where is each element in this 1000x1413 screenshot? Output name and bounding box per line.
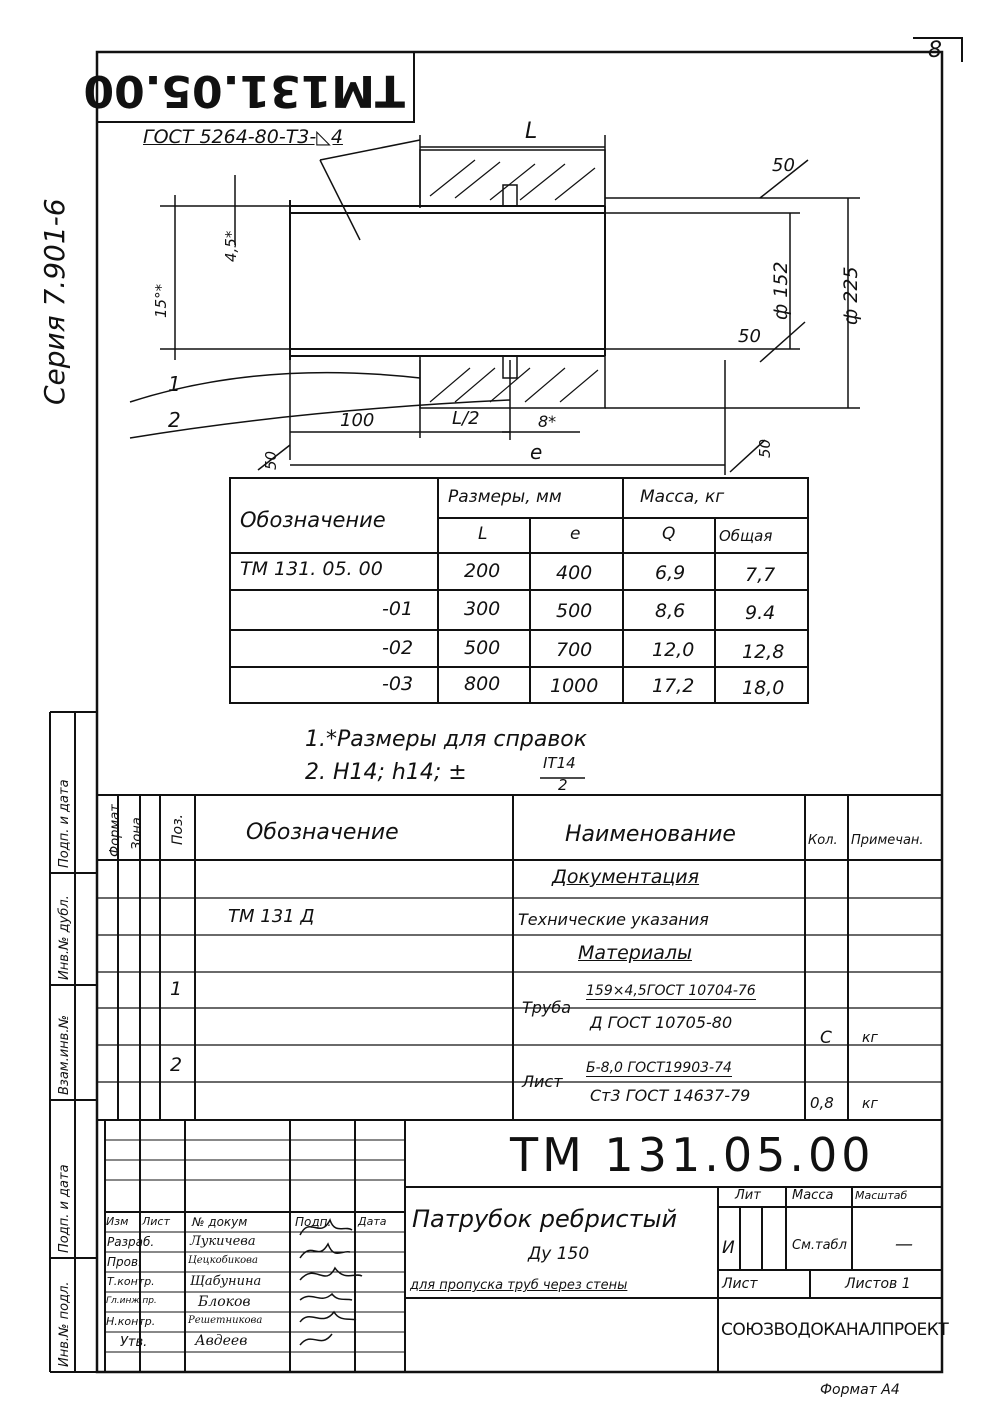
spec-col-name: Наименование	[565, 822, 736, 847]
title-person-name: Щабунина	[190, 1274, 262, 1289]
title-part-name: Патрубок ребристый	[412, 1205, 678, 1233]
paper-format: Формат А4	[820, 1382, 900, 1398]
table-row-code: ТМ 131. 05. 00	[240, 558, 383, 580]
spec-item2-qty: 0,8	[810, 1094, 834, 1112]
table-row-Q: 17,2	[652, 675, 695, 697]
size-table-header-mass: Масса, кг	[640, 487, 725, 507]
weld-callout: ГОСТ 5264-80-Т3-◺4	[143, 126, 343, 148]
dim-50-right: 50	[756, 438, 774, 458]
dimension-lines	[130, 135, 860, 475]
title-header-list: Лист	[142, 1215, 170, 1228]
table-row-total: 9.4	[745, 602, 776, 624]
series-label: Серия 7.901-6	[38, 198, 71, 405]
table-row-Q: 6,9	[655, 562, 686, 584]
spec-item2-prefix: Лист	[522, 1072, 563, 1091]
title-scale-value: —	[895, 1234, 913, 1255]
table-row-code: -01	[382, 598, 414, 620]
table-row-L: 300	[464, 598, 501, 620]
pipe-drawing	[290, 150, 605, 408]
title-person-name: Авдеев	[195, 1333, 248, 1349]
spec-section-materials: Материалы	[578, 942, 692, 964]
size-table-header-total: Общая	[719, 527, 773, 545]
spec-col-format: Формат	[108, 804, 123, 857]
table-row-Q: 12,0	[652, 639, 695, 661]
title-lit-value: И	[722, 1238, 735, 1258]
title-person-role: Гл.инж.пр.	[106, 1296, 157, 1306]
title-header-scale: Масштаб	[855, 1189, 908, 1202]
dim-phi225: ф 225	[840, 266, 862, 325]
title-header-izm: Изм	[106, 1215, 129, 1228]
spec-item2-line1: Б-8,0 ГОСТ19903-74	[586, 1060, 732, 1076]
title-header-sign: Подп.	[295, 1215, 332, 1229]
size-table-header-Q: Q	[662, 524, 676, 544]
title-person-role: Утв.	[120, 1335, 148, 1350]
dim-100: 100	[340, 410, 375, 431]
pos-2-callout: 2	[168, 408, 181, 432]
title-person-name: Блоков	[198, 1294, 251, 1310]
spec-item2-line2: Ст3 ГОСТ 14637-79	[590, 1086, 751, 1105]
size-table-header-designation: Обозначение	[240, 508, 386, 532]
note-1: 1.*Размеры для справок	[305, 727, 588, 752]
note-2-denominator: 2	[558, 776, 568, 794]
table-row-e: 700	[556, 639, 593, 661]
table-row-L: 800	[464, 673, 501, 695]
title-person-role: Т.контр.	[107, 1275, 155, 1288]
spec-col-qty: Кол.	[808, 833, 838, 848]
title-part-dn: Ду 150	[528, 1244, 590, 1264]
table-row-e: 1000	[550, 675, 599, 697]
pos-1-callout: 1	[168, 372, 181, 396]
title-header-ndoc: № докум	[192, 1215, 248, 1229]
side-label-vzam-inv: Взам.инв.№	[57, 1015, 72, 1095]
table-row-e: 400	[556, 562, 593, 584]
title-block-designation: ТМ 131.05.00	[510, 1128, 875, 1182]
title-person-name: Решетникова	[188, 1315, 263, 1326]
title-header-mass: Масса	[792, 1188, 834, 1203]
dim-phi152: ф 152	[770, 261, 792, 320]
size-table-header-L: L	[478, 524, 488, 544]
dim-L: L	[525, 119, 538, 144]
table-row-code: -02	[382, 637, 414, 659]
table-row-Q: 8,6	[655, 600, 686, 622]
table-row-code: -03	[382, 673, 414, 695]
dim-4-5: 4,5*	[222, 230, 240, 262]
table-row-L: 200	[464, 560, 501, 582]
spec-col-pos: Поз.	[170, 814, 186, 845]
title-person-name: Цецкобикова	[188, 1255, 258, 1266]
spec-item1-prefix: Труба	[522, 998, 572, 1017]
dim-50-mid: 50	[738, 326, 761, 347]
title-sheet-label: Лист	[722, 1276, 758, 1292]
dim-e: e	[530, 440, 543, 464]
title-mass-value: См.табл	[792, 1238, 847, 1253]
table-row-L: 500	[464, 637, 501, 659]
signatures	[300, 1220, 362, 1345]
spec-item1-qty: С	[820, 1028, 832, 1048]
spec-item1-pos: 1	[170, 978, 183, 1000]
side-label-sign-date: Подп. и дата	[57, 1164, 72, 1253]
organization-name: СОЮЗВОДОКАНАЛПРОЕКТ	[721, 1320, 949, 1340]
dim-50-left: 50	[262, 450, 280, 470]
dim-50-top: 50	[772, 155, 795, 176]
side-label-inv-dup: Инв.№ дубл.	[57, 895, 72, 980]
spec-doc-code: ТМ 131 Д	[228, 906, 315, 927]
size-table-header-e: e	[570, 524, 581, 544]
spec-col-designation: Обозначение	[246, 820, 399, 845]
title-header-lit: Лит	[735, 1188, 761, 1203]
spec-col-zone: Зона	[130, 817, 145, 850]
table-row-total: 12,8	[742, 641, 785, 663]
spec-item1-line1: 159×4,5ГОСТ 10704-76	[586, 983, 756, 999]
spec-doc-name: Технические указания	[518, 910, 709, 929]
side-label-inv-orig: Инв.№ подл.	[57, 1281, 72, 1367]
side-label-sign-date: Подп. и дата	[57, 779, 72, 868]
dim-15: 15°*	[152, 283, 170, 318]
title-sheets-count: Листов 1	[845, 1276, 911, 1292]
spec-item2-note: кг	[862, 1096, 878, 1112]
table-row-total: 18,0	[742, 677, 785, 699]
size-table-header-sizes: Размеры, мм	[448, 487, 562, 507]
spec-item1-line2: Д ГОСТ 10705-80	[590, 1013, 733, 1032]
spec-section-documentation: Документация	[552, 866, 700, 888]
spec-item1-note: кг	[862, 1030, 878, 1046]
title-person-role: Разраб.	[107, 1235, 155, 1249]
note-2: 2. Н14; h14; ±	[305, 760, 467, 785]
spec-col-note: Примечан.	[851, 833, 924, 848]
stamp-code-mirrored: ТМ131.05.00	[83, 65, 405, 116]
title-person-name: Лукичева	[190, 1234, 256, 1249]
dim-L2: L/2	[452, 408, 480, 429]
title-person-role: Н.контр.	[106, 1315, 156, 1328]
title-person-role: Пров.	[107, 1255, 142, 1269]
sheet-number: 8	[928, 38, 942, 63]
dim-8: 8*	[538, 412, 557, 431]
table-row-total: 7,7	[745, 564, 776, 586]
spec-item2-pos: 2	[170, 1054, 183, 1076]
table-row-e: 500	[556, 600, 593, 622]
note-2-numerator: IT14	[543, 754, 576, 772]
title-header-date: Дата	[358, 1215, 387, 1228]
title-part-purpose: для пропуска труб через стены	[410, 1278, 628, 1293]
